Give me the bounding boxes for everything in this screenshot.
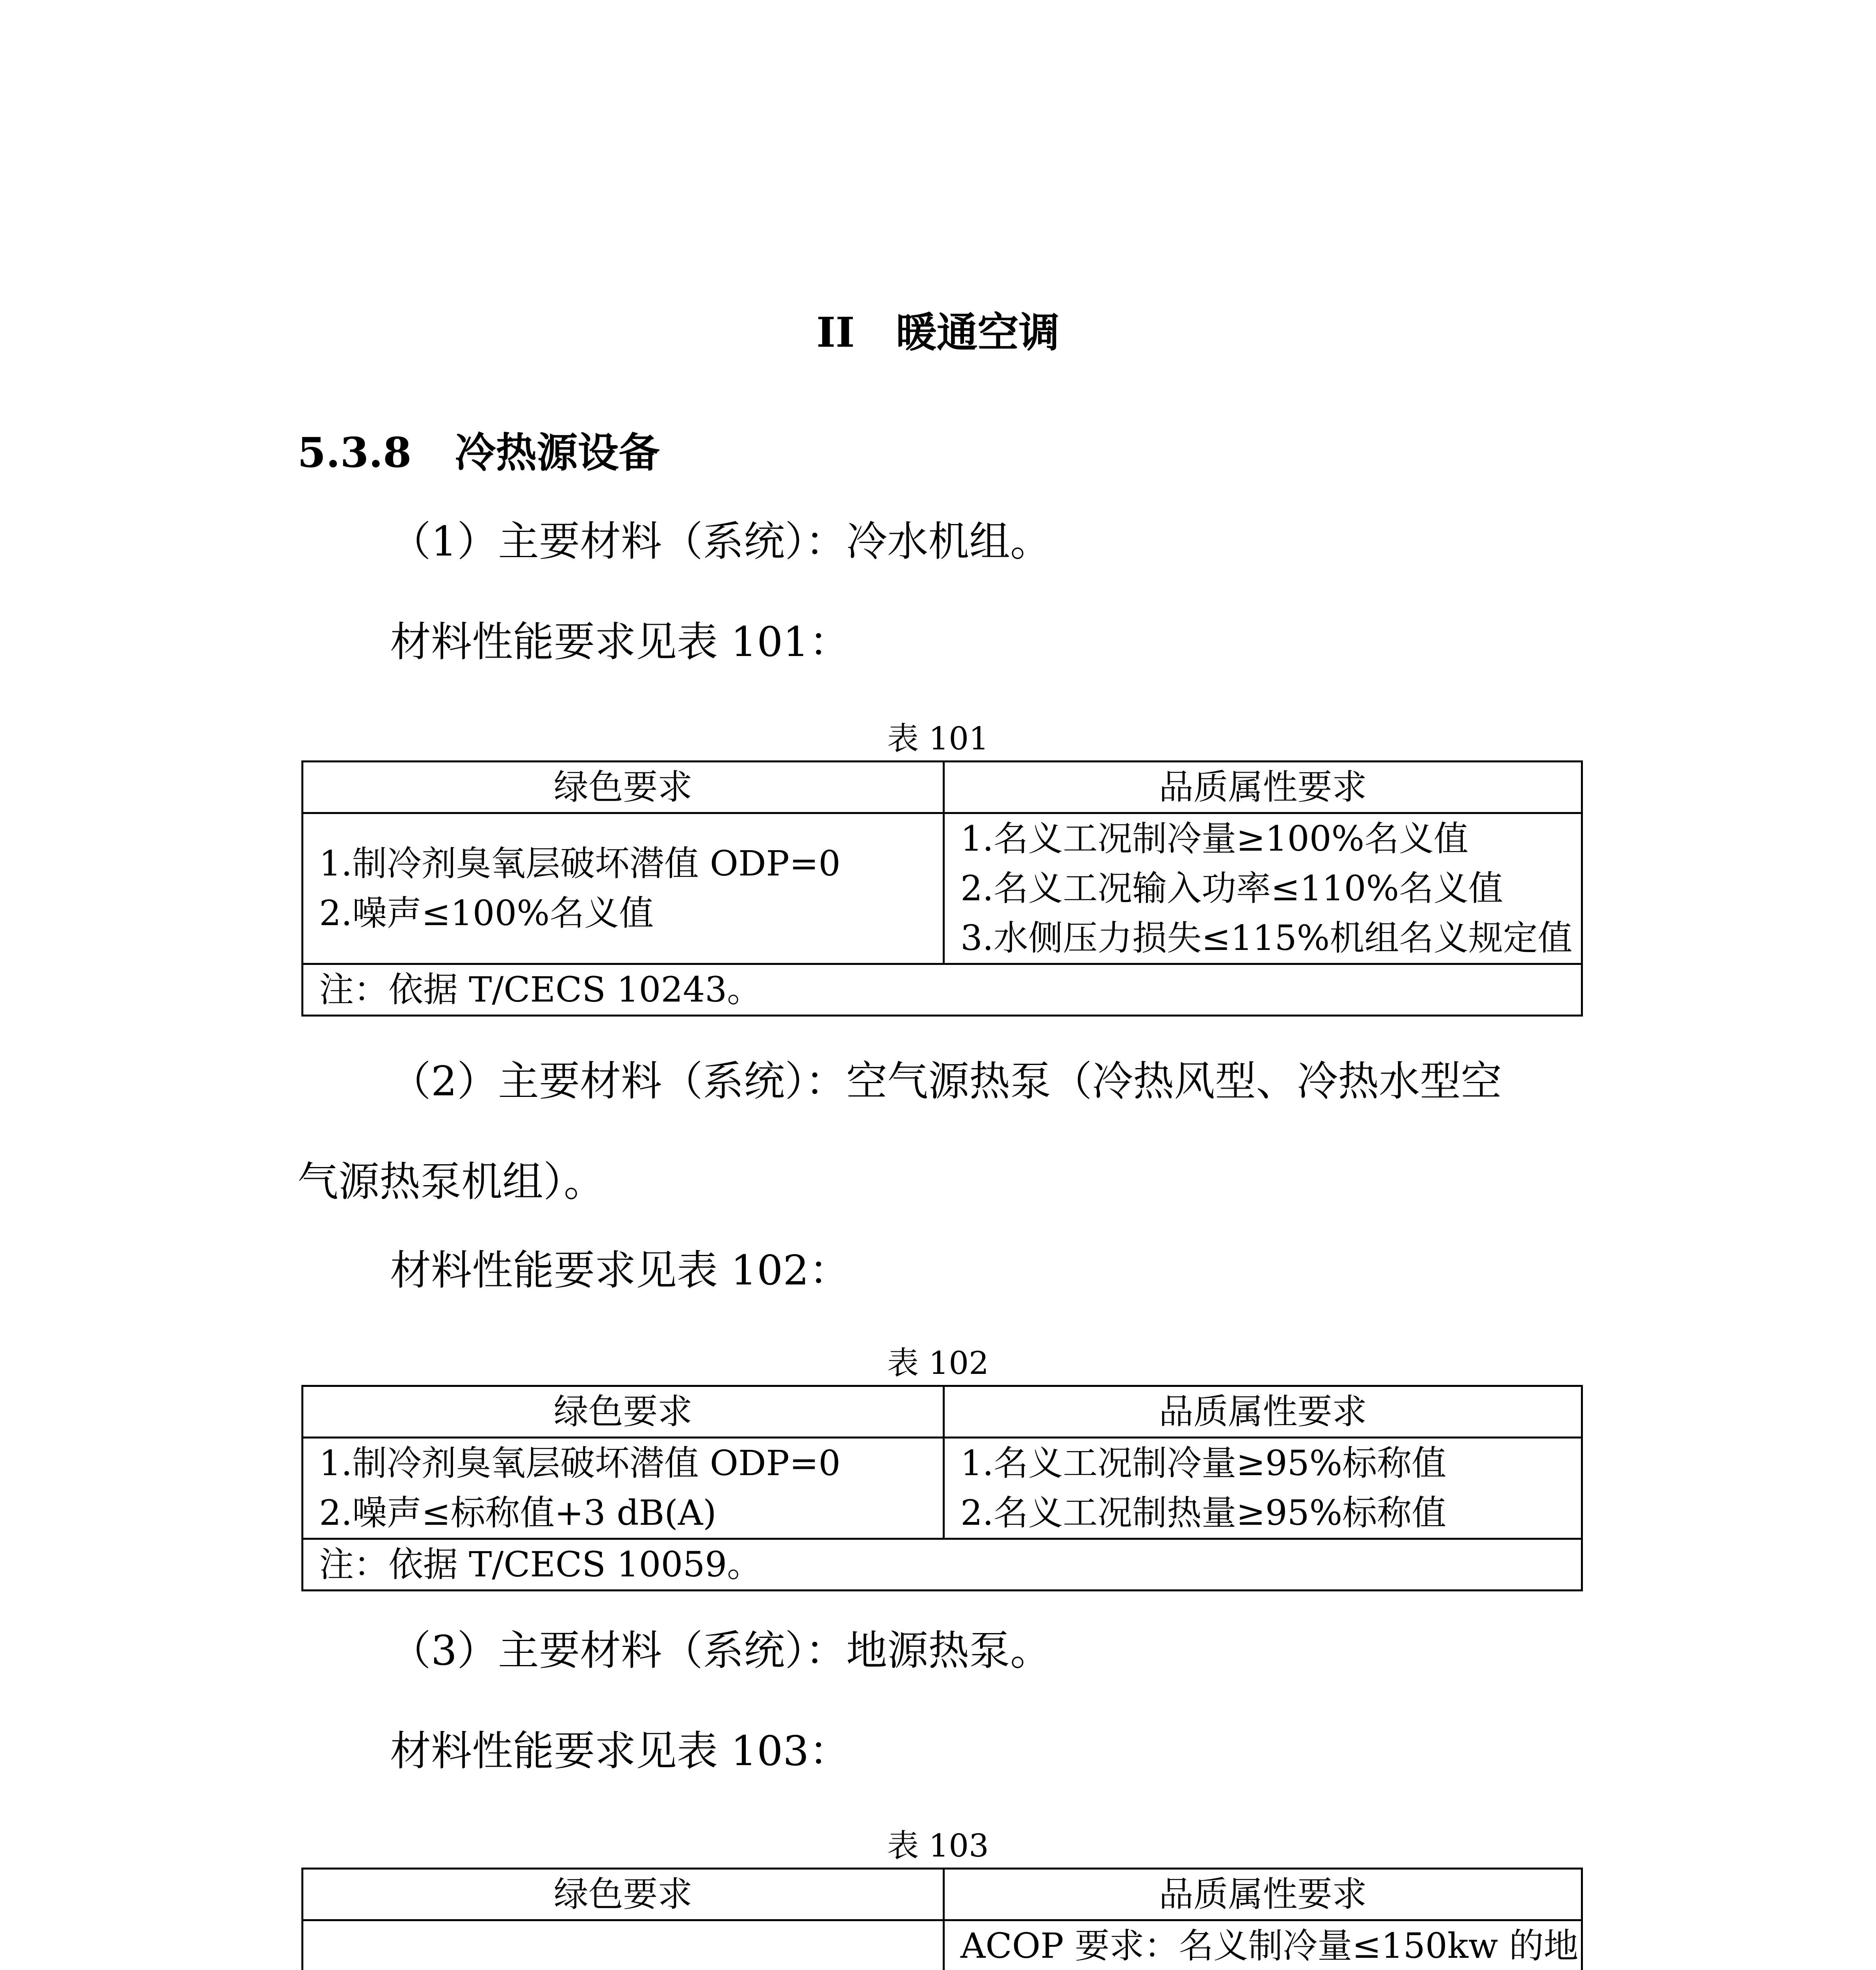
- item2-material-line2: 气源热泵机组）。: [297, 1158, 605, 1206]
- quality-item: ACOP 要求：名义制冷量≤150kw 的地: [960, 1925, 1579, 1966]
- table-header-row: [303, 1386, 1582, 1438]
- table102-caption: 表 102: [887, 1345, 989, 1381]
- table-note: 注：依据 T/CECS 10243。: [303, 964, 1582, 1016]
- item1-material: （1）主要材料（系统）：冷水机组。: [390, 517, 1051, 565]
- green-requirements-cell: [303, 1438, 944, 1539]
- clause-heading: [297, 420, 660, 479]
- header-quality: 品质属性要求: [944, 1869, 1582, 1920]
- item1-ref: 材料性能要求见表 101：: [390, 618, 850, 666]
- item2-ref: 材料性能要求见表 102：: [390, 1246, 850, 1294]
- table-header-row: [303, 762, 1582, 813]
- table-row: [303, 1920, 1582, 1970]
- table103-caption: 表 103: [887, 1827, 989, 1864]
- table-102: [301, 1385, 1583, 1591]
- note-row: [303, 1539, 1582, 1591]
- green-item: 2.噪声≤100%名义值: [319, 893, 654, 933]
- table101-caption: 表 101: [887, 720, 989, 757]
- table-101: [301, 760, 1583, 1017]
- quality-requirements-cell: [944, 813, 1582, 964]
- green-requirements-cell: [303, 813, 944, 964]
- quality-item: 1.名义工况制冷量≥100%名义值: [960, 818, 1469, 859]
- item3-ref: 材料性能要求见表 103：: [390, 1727, 850, 1775]
- clause-title: 冷热源设备: [455, 428, 660, 477]
- table-103: [301, 1868, 1583, 1970]
- green-requirements-cell: [303, 1920, 944, 1970]
- table-header-row: [303, 1869, 1582, 1920]
- green-item: 1.制冷剂臭氧层破坏潜值 ODP=0: [319, 843, 841, 884]
- green-item: 1.制冷剂臭氧层破坏潜值 ODP=0: [319, 1443, 841, 1483]
- table-row: [303, 1438, 1582, 1539]
- header-green: 绿色要求: [303, 762, 944, 813]
- header-quality: 品质属性要求: [944, 762, 1582, 813]
- quality-item: 1.名义工况制冷量≥95%标称值: [960, 1443, 1447, 1483]
- clause-number: 5.3.8: [297, 428, 412, 477]
- green-item: 2.噪声≤标称值+3 dB(A): [319, 1492, 717, 1533]
- table-note: 注：依据 T/CECS 10059。: [303, 1539, 1582, 1591]
- header-green: 绿色要求: [303, 1386, 944, 1438]
- quality-requirements-cell: [944, 1438, 1582, 1539]
- header-green: 绿色要求: [303, 1869, 944, 1920]
- note-row: [303, 964, 1582, 1016]
- item3-material: （3）主要材料（系统）：地源热泵。: [390, 1626, 1051, 1674]
- section-title: II 暖通空调: [816, 308, 1060, 357]
- table-row: [303, 813, 1582, 964]
- header-quality: 品质属性要求: [944, 1386, 1582, 1438]
- quality-item: 2.名义工况制热量≥95%标称值: [960, 1492, 1447, 1533]
- item2-material-line1: （2）主要材料（系统）：空气源热泵（冷热风型、冷热水型空: [390, 1057, 1502, 1105]
- quality-item: 3.水侧压力损失≤115%机组名义规定值: [960, 918, 1573, 958]
- quality-requirements-cell: [944, 1920, 1582, 1970]
- quality-item: 2.名义工况输入功率≤110%名义值: [960, 868, 1503, 909]
